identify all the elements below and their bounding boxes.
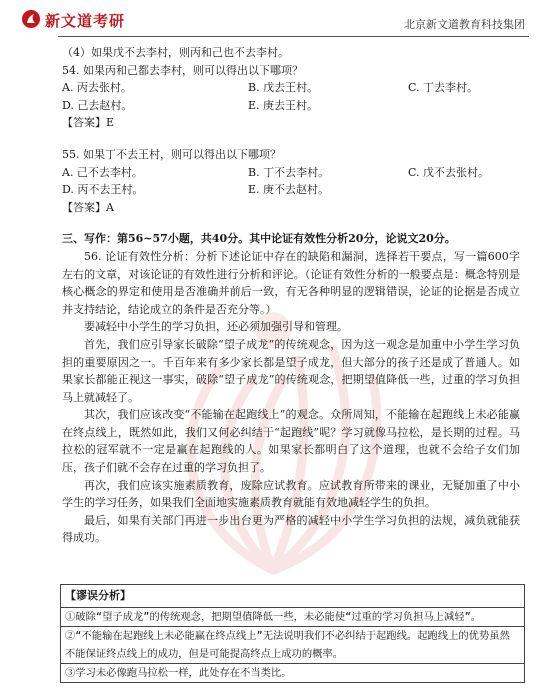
page-header: [0, 0, 549, 40]
question-55-answer: 【答案】A: [62, 200, 114, 214]
q54-option-d: D. 己去赵村。: [62, 98, 133, 112]
header-divider: [58, 36, 529, 37]
question-54-options-row2: [62, 97, 520, 115]
organization-name: 北京新文道教育科技集团: [404, 18, 525, 31]
q54-option-a: A. 丙去张村。: [62, 81, 132, 95]
question-55-stem: 55. 如果丁不去王村，则可以得出以下哪项？: [62, 147, 281, 161]
fallacy-analysis-box: [60, 584, 525, 683]
fallacy-item-2: ②“不能输在起跑线上未必能赢在终点线上”无法说明我们不必纠结于起跑线。起跑线上的优势虽然不能保证终点线上的成功，但是可能提高终点上成功的概率。: [61, 627, 524, 664]
question-54-answer: 【答案】E: [62, 116, 115, 130]
spacer: [62, 216, 520, 230]
section-3-heading: 三、写作：第56~57小题，共40分。其中论证有效性分析20分，论说文20分。: [62, 232, 456, 246]
q55-option-a: A. 己不去李村。: [62, 165, 143, 179]
previous-condition: （4）如果戊不去李村，则丙和己也不去李村。: [62, 46, 289, 59]
q55-option-b: B. 丁不去李村。: [248, 165, 330, 179]
q54-option-c2: C. 丁去李村。: [408, 81, 479, 95]
fallacy-item-1: ①破除“望子成龙”的传统观念，把期望值降低一些，未必能使“过重的学习负担马上减轻”。: [61, 608, 524, 627]
argument-paragraph-3: 其次，我们应该改变“不能输在起跑线上”的观念。众所周知，不能输在起跑线上未必能赢在终点线上，既然如此，我们又何必纠结于“起跑线”呢？学习就像马拉松，是长期的过程。马拉松的冠军就不一定是赢在起跑线的人。如果家长都明白了这个道理，也就不会给子女们加压，孩子们就不会存在过重的学习负担了。: [62, 408, 520, 475]
q55-option-c: C. 戊不去张村。: [408, 165, 490, 179]
fallacy-analysis-title: 【谬误分析】: [61, 585, 524, 608]
spacer: [62, 132, 520, 146]
q55-option-d: D. 丙不去王村。: [62, 183, 144, 197]
q54-option-c: B. 戊去王村。: [248, 81, 319, 95]
argument-paragraph-5: 最后，如果有关部门再进一步出台更为严格的减轻中小学生学习负担的法规，减负就能获得成功。: [62, 513, 520, 545]
q54-option-e: E. 庚去王村。: [248, 98, 319, 112]
page-content: [62, 44, 520, 547]
logo-text: 新文道考研: [45, 12, 126, 30]
question-56-intro: 56. 论证有效性分析：分析下述论证中存在的缺陷和漏洞，选择若干要点，写一篇600字左右的文章，对该论证的有效性进行分析和评论。（论证有效性分析的一般要点是：概念特别是核心概念的界定和使用是否准确并前后一致，有无各种明显的逻辑错误，论证的论据是否成立并支持结论，结论成立的条件是否充分等。）: [62, 249, 520, 316]
q55-option-e: E. 庚不去赵村。: [248, 183, 330, 197]
argument-paragraph-4: 再次，我们应该实施素质教育，废除应试教育。应试教育所带来的课业，无疑加重了中小学生的学习任务，如果我们全面地实施素质教育就能有效地减轻学生的负担。: [62, 478, 520, 510]
question-54-options-row1: [62, 79, 520, 97]
argument-paragraph-2: 首先，我们应引导家长破除“望子成龙”的传统观念，因为这一观念是加重中小学生学习负担的重要原因之一。千百年来有多少家长都是望子成龙，但大部分的孩子还是成了普通人。如果家长都能正视这一事实，破除“望子成龙”的传统观念，把期望值降低一些，过重的学习负担马上就减轻了。: [62, 337, 520, 404]
logo-flame-icon: [20, 9, 42, 29]
question-55-options-row2: [62, 181, 520, 199]
fallacy-item-3: ③学习未必像跑马拉松一样，此处存在不当类比。: [61, 664, 524, 683]
question-54-stem: 54. 如果丙和己都去李村，则可以得出以下哪项？: [62, 63, 303, 77]
argument-paragraph-1: 要减轻中小学生的学习负担，还必须加强引导和管理。: [84, 320, 348, 334]
question-55-options-row1: [62, 164, 520, 182]
